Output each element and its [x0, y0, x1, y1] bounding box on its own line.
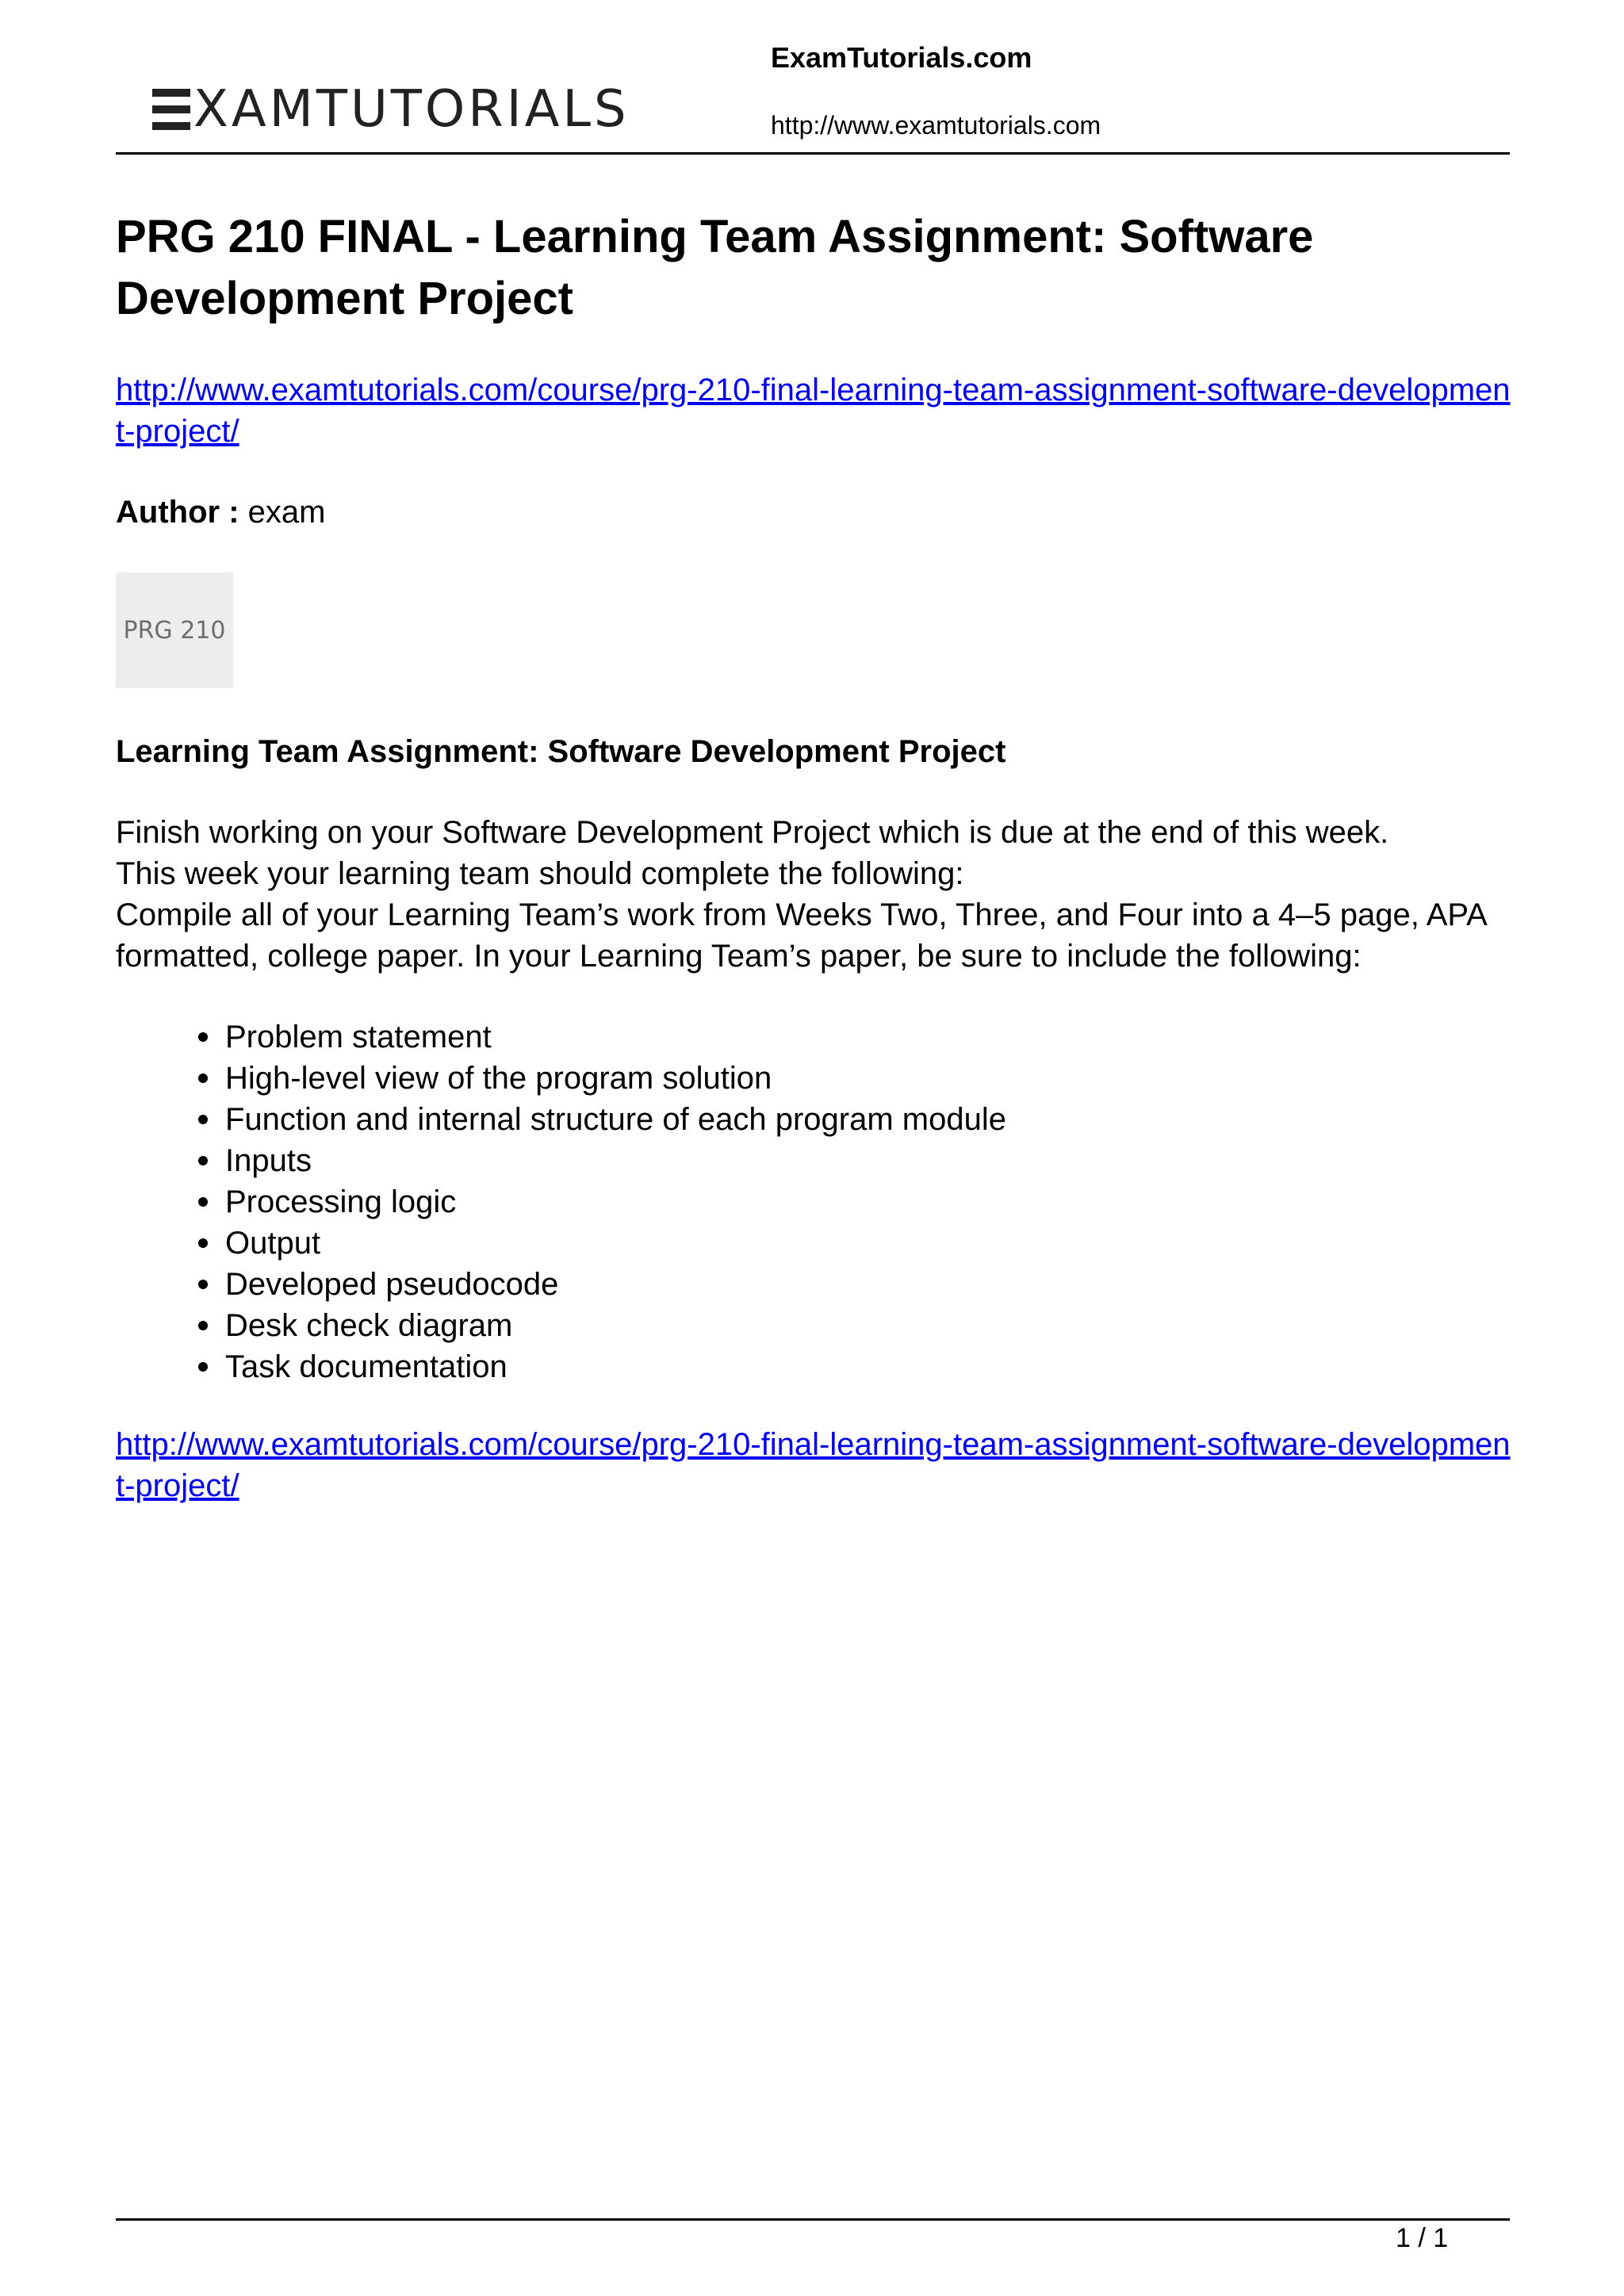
site-logo[interactable] [152, 67, 630, 152]
page-title: PRG 210 FINAL - Learning Team Assignment: Software Development Project [116, 211, 1314, 324]
logo-mark-icon [152, 89, 190, 130]
section-heading: Learning Team Assignment: Software Development Project [116, 734, 1006, 769]
footer-divider [116, 2218, 1510, 2221]
author-name: exam [247, 495, 326, 530]
site-name: ExamTutorials.com [771, 41, 1032, 74]
logo-text: XAMTUTORIALS [193, 80, 630, 139]
paragraph: Finish working on your Software Development Project which is due at the end of this week. [116, 815, 1389, 850]
list-item: Inputs [225, 1140, 1006, 1181]
list-item: Function and internal structure of each program module [225, 1099, 1006, 1140]
thumbnail-text: PRG 210 [123, 616, 226, 645]
author-label: Author : [116, 495, 239, 530]
assignment-description [116, 812, 1519, 977]
list-item: High-level view of the program solution [225, 1058, 1006, 1099]
course-link[interactable]: http://www.examtutorials.com/course/prg-210-final-learning-team-assignment-software-development-project/ [116, 373, 1511, 449]
paragraph: This week your learning team should complete the following: [116, 856, 964, 891]
page-number: 1 / 1 [1396, 2223, 1449, 2253]
page-header [116, 32, 1510, 155]
footer-course-link[interactable]: http://www.examtutorials.com/course/prg-210-final-learning-team-assignment-software-development-project/ [116, 1427, 1511, 1503]
list-item: Problem statement [225, 1016, 1006, 1058]
list-item: Processing logic [225, 1181, 1006, 1223]
author-line [116, 492, 325, 533]
course-thumbnail [116, 572, 233, 688]
paragraph: Compile all of your Learning Team’s work from Weeks Two, Three, and Four into a 4–5 page, APA formatted, college paper. In your Learning Team’s paper, be sure to include the following: [116, 897, 1486, 974]
list-item: Desk check diagram [225, 1305, 1006, 1346]
list-item: Output [225, 1223, 1006, 1264]
list-item: Task documentation [225, 1346, 1006, 1387]
site-url: http://www.examtutorials.com [771, 111, 1101, 140]
list-item: Developed pseudocode [225, 1264, 1006, 1305]
requirements-list [225, 1016, 1006, 1387]
